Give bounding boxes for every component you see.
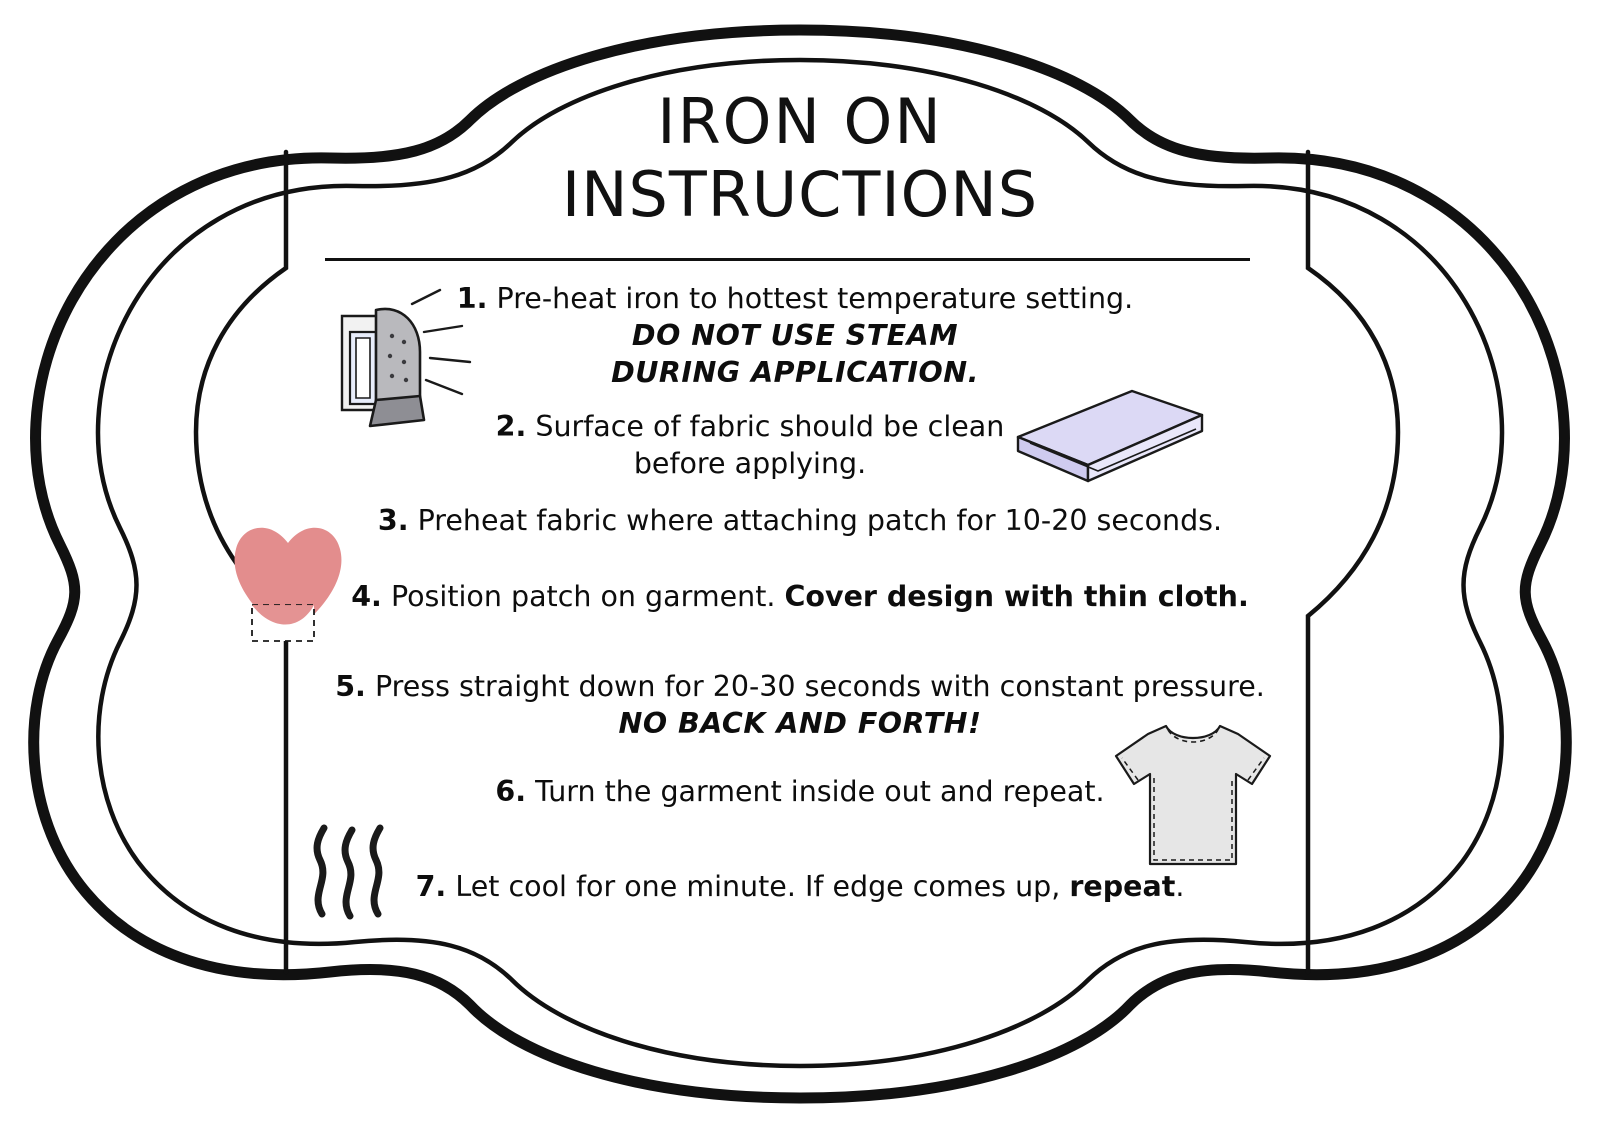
step-5-text: Press straight down for 20-30 seconds with constant pressure.	[374, 670, 1265, 703]
step-3-text: Preheat fabric where attaching patch for 10-20 seconds.	[417, 504, 1223, 537]
step-4-number: 4.	[351, 580, 382, 613]
instruction-step-4	[300, 578, 1300, 615]
step-7-text-after: .	[1175, 870, 1185, 903]
step-1-text: Pre-heat iron to hottest temperature setting.	[496, 282, 1134, 315]
instruction-step-5	[260, 668, 1340, 742]
folded-cloth-illustration	[1010, 385, 1210, 495]
step-7-number: 7.	[415, 870, 447, 903]
step-5-number: 5.	[335, 670, 366, 703]
step-2-number: 2.	[495, 410, 527, 443]
instruction-step-2	[470, 408, 1030, 482]
step-7-text-before: Let cool for one minute. If edge comes up,	[455, 870, 1061, 903]
step-6-number: 6.	[495, 775, 527, 808]
step-7-bold-text: repeat	[1069, 870, 1176, 903]
page-title	[300, 85, 1300, 231]
instruction-step-1	[400, 280, 1190, 391]
step-1-emphasis-line-1: DO NOT USE STEAM	[631, 319, 959, 353]
title-line-2: INSTRUCTIONS	[561, 158, 1039, 232]
step-1-number: 1.	[456, 282, 488, 315]
step-5-emphasis-line-1: NO BACK AND FORTH!	[618, 707, 982, 741]
title-divider	[325, 258, 1250, 261]
instruction-step-7	[330, 868, 1270, 905]
step-6-text: Turn the garment inside out and repeat.	[535, 775, 1105, 808]
step-4-bold-text: Cover design with thin cloth.	[784, 580, 1249, 613]
step-4-text: Position patch on garment.	[390, 580, 776, 613]
title-line-1: IRON ON	[657, 85, 943, 158]
instruction-step-3	[300, 502, 1300, 539]
step-3-number: 3.	[377, 504, 409, 537]
instruction-step-6	[340, 773, 1260, 810]
step-2-text: Surface of fabric should be clean before applying.	[535, 410, 1005, 481]
step-1-emphasis-line-2: DURING APPLICATION.	[611, 356, 979, 390]
